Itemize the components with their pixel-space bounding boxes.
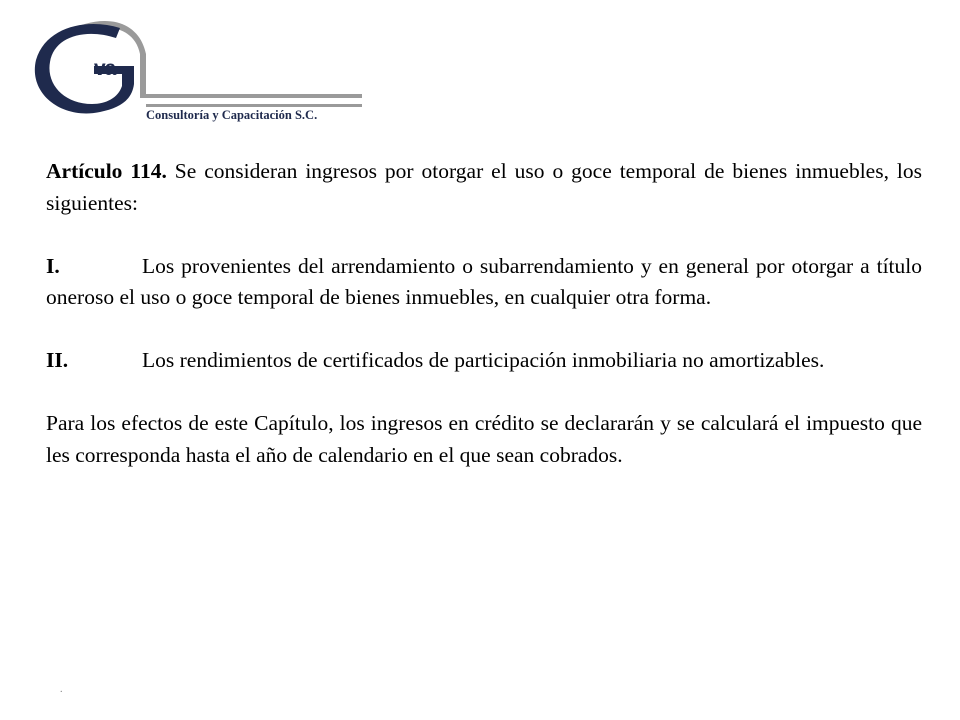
item-text: Los provenientes del arrendamiento o subarrendamiento y en general por otorgar a título oneroso el uso o goce temporal de bienes inmuebles, en cualquier otra forma. [46, 253, 922, 309]
article-item-2 [46, 345, 922, 377]
company-name: Consultoría y Capacitación S.C. [146, 108, 318, 122]
article-intro [46, 156, 922, 219]
article-closing: Para los efectos de este Capítulo, los ingresos en crédito se declararán y se calculará el impuesto que les corresponda hasta el año de calendario en el que sean cobrados. [46, 411, 922, 467]
article-body [46, 156, 922, 503]
article-intro-text: Se consideran ingresos por otorgar el uso o goce temporal de bienes inmuebles, los siguientes: [46, 159, 922, 215]
item-text: Los rendimientos de certificados de participación inmobiliaria no amortizables. [142, 348, 825, 372]
logo-mark-text: va [94, 57, 116, 80]
article-item-1 [46, 251, 922, 314]
article-heading: Artículo 114. [46, 159, 167, 183]
item-numeral: I. [46, 253, 60, 278]
item-numeral: II. [46, 348, 69, 372]
footer-mark: . [60, 684, 63, 695]
